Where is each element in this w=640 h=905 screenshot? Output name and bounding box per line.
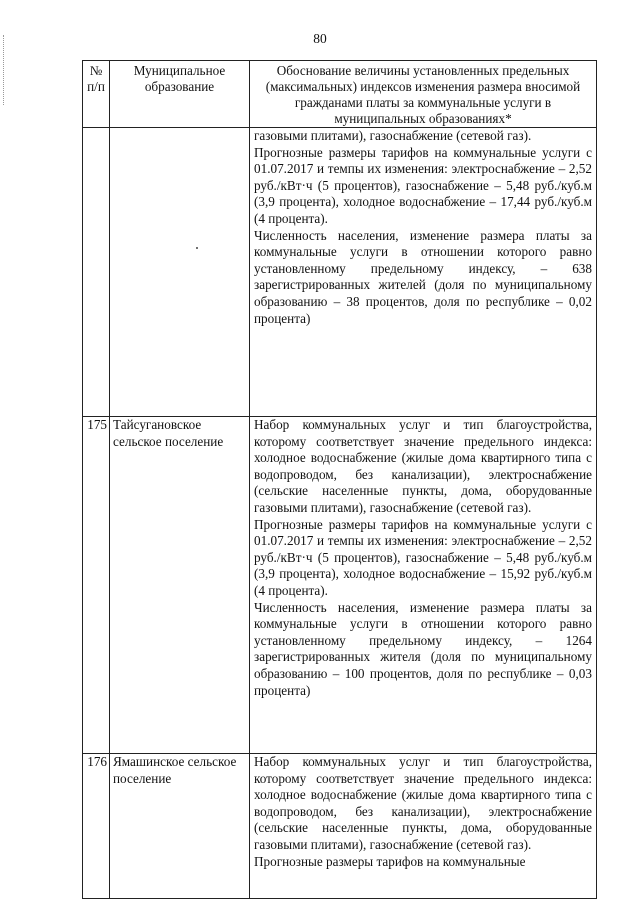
row-justification <box>250 417 597 754</box>
header-municipality: Муниципальное образование <box>110 61 250 128</box>
header-num: № п/п <box>83 61 110 128</box>
table-header-row <box>83 61 597 128</box>
justification-paragraph: Численность населения, изменение размера платы за коммунальные услуги в отношении которого равно установленному предельному индексу, – 1264 зарегистрированных жителя (доля по муниципальному образованию – 100 процентов, доля по республике – 0,03 процента) <box>254 599 592 698</box>
justification-paragraph: Численность населения, изменение размера платы за коммунальные услуги в отношении которого равно установленному предельному индексу, – 638 зарегистрированных жителей (доля по муниципальному образованию – 38 процентов, доля по республике – 0,02 процента) <box>254 227 592 326</box>
header-justification: Обоснование величины установленных предельных (максимальных) индексов изменения размера вносимой гражданами платы за коммунальные услуги в муниципальных образованиях* <box>250 61 597 128</box>
row-municipality: Ямашинское сельское поселение <box>110 754 250 899</box>
row-municipality: Тайсугановское сельское поселение <box>110 417 250 754</box>
table-row <box>83 754 597 899</box>
indices-table <box>82 60 597 899</box>
page-number: 80 <box>313 31 327 46</box>
justification-paragraph: Прогнозные размеры тарифов на коммунальные <box>254 853 526 869</box>
justification-paragraph: Набор коммунальных услуг и тип благоустройства, которому соответствует значение предельного индекса: холодное водоснабжение (жилые дома квартирного типа с водопроводом, без канализации), электроснабжение (сельские населенные пункты, дома, оборудованные газовыми плитами), газоснабжение (сетевой газ). <box>254 417 592 515</box>
row-justification <box>250 128 597 417</box>
row-municipality <box>110 128 250 417</box>
justification-paragraph: газовыми плитами), газоснабжение (сетевой газ). <box>254 128 532 143</box>
table-row <box>83 417 597 754</box>
justification-paragraph: Прогнозные размеры тарифов на коммунальные услуги с 01.07.2017 и темпы их изменения: электроснабжение – 2,52 руб./кВт·ч (5 процентов), газоснабжение – 5,48 руб./куб.м (3,9 процента), холодное водоснабжение – 15,92 руб./куб.м (4 процента). <box>254 516 592 598</box>
row-justification <box>250 754 597 899</box>
row-number: 176 <box>83 754 110 899</box>
table-row <box>83 128 597 417</box>
justification-paragraph: Набор коммунальных услуг и тип благоустройства, которому соответствует значение предельного индекса: холодное водоснабжение (жилые дома квартирного типа с водопроводом, без канализации), электроснабжение (сельские населенные пункты, дома, оборудованные газовыми плитами), газоснабжение (сетевой газ). <box>254 754 592 852</box>
row-number: 175 <box>83 417 110 754</box>
row-number <box>83 128 110 417</box>
justification-paragraph: Прогнозные размеры тарифов на коммунальные услуги с 01.07.2017 и темпы их изменения: электроснабжение – 2,52 руб./кВт·ч (5 процентов), газоснабжение – 5,48 руб./куб.м (3,9 процента), холодное водоснабжение – 17,44 руб./куб.м (4 процента). <box>254 144 592 226</box>
